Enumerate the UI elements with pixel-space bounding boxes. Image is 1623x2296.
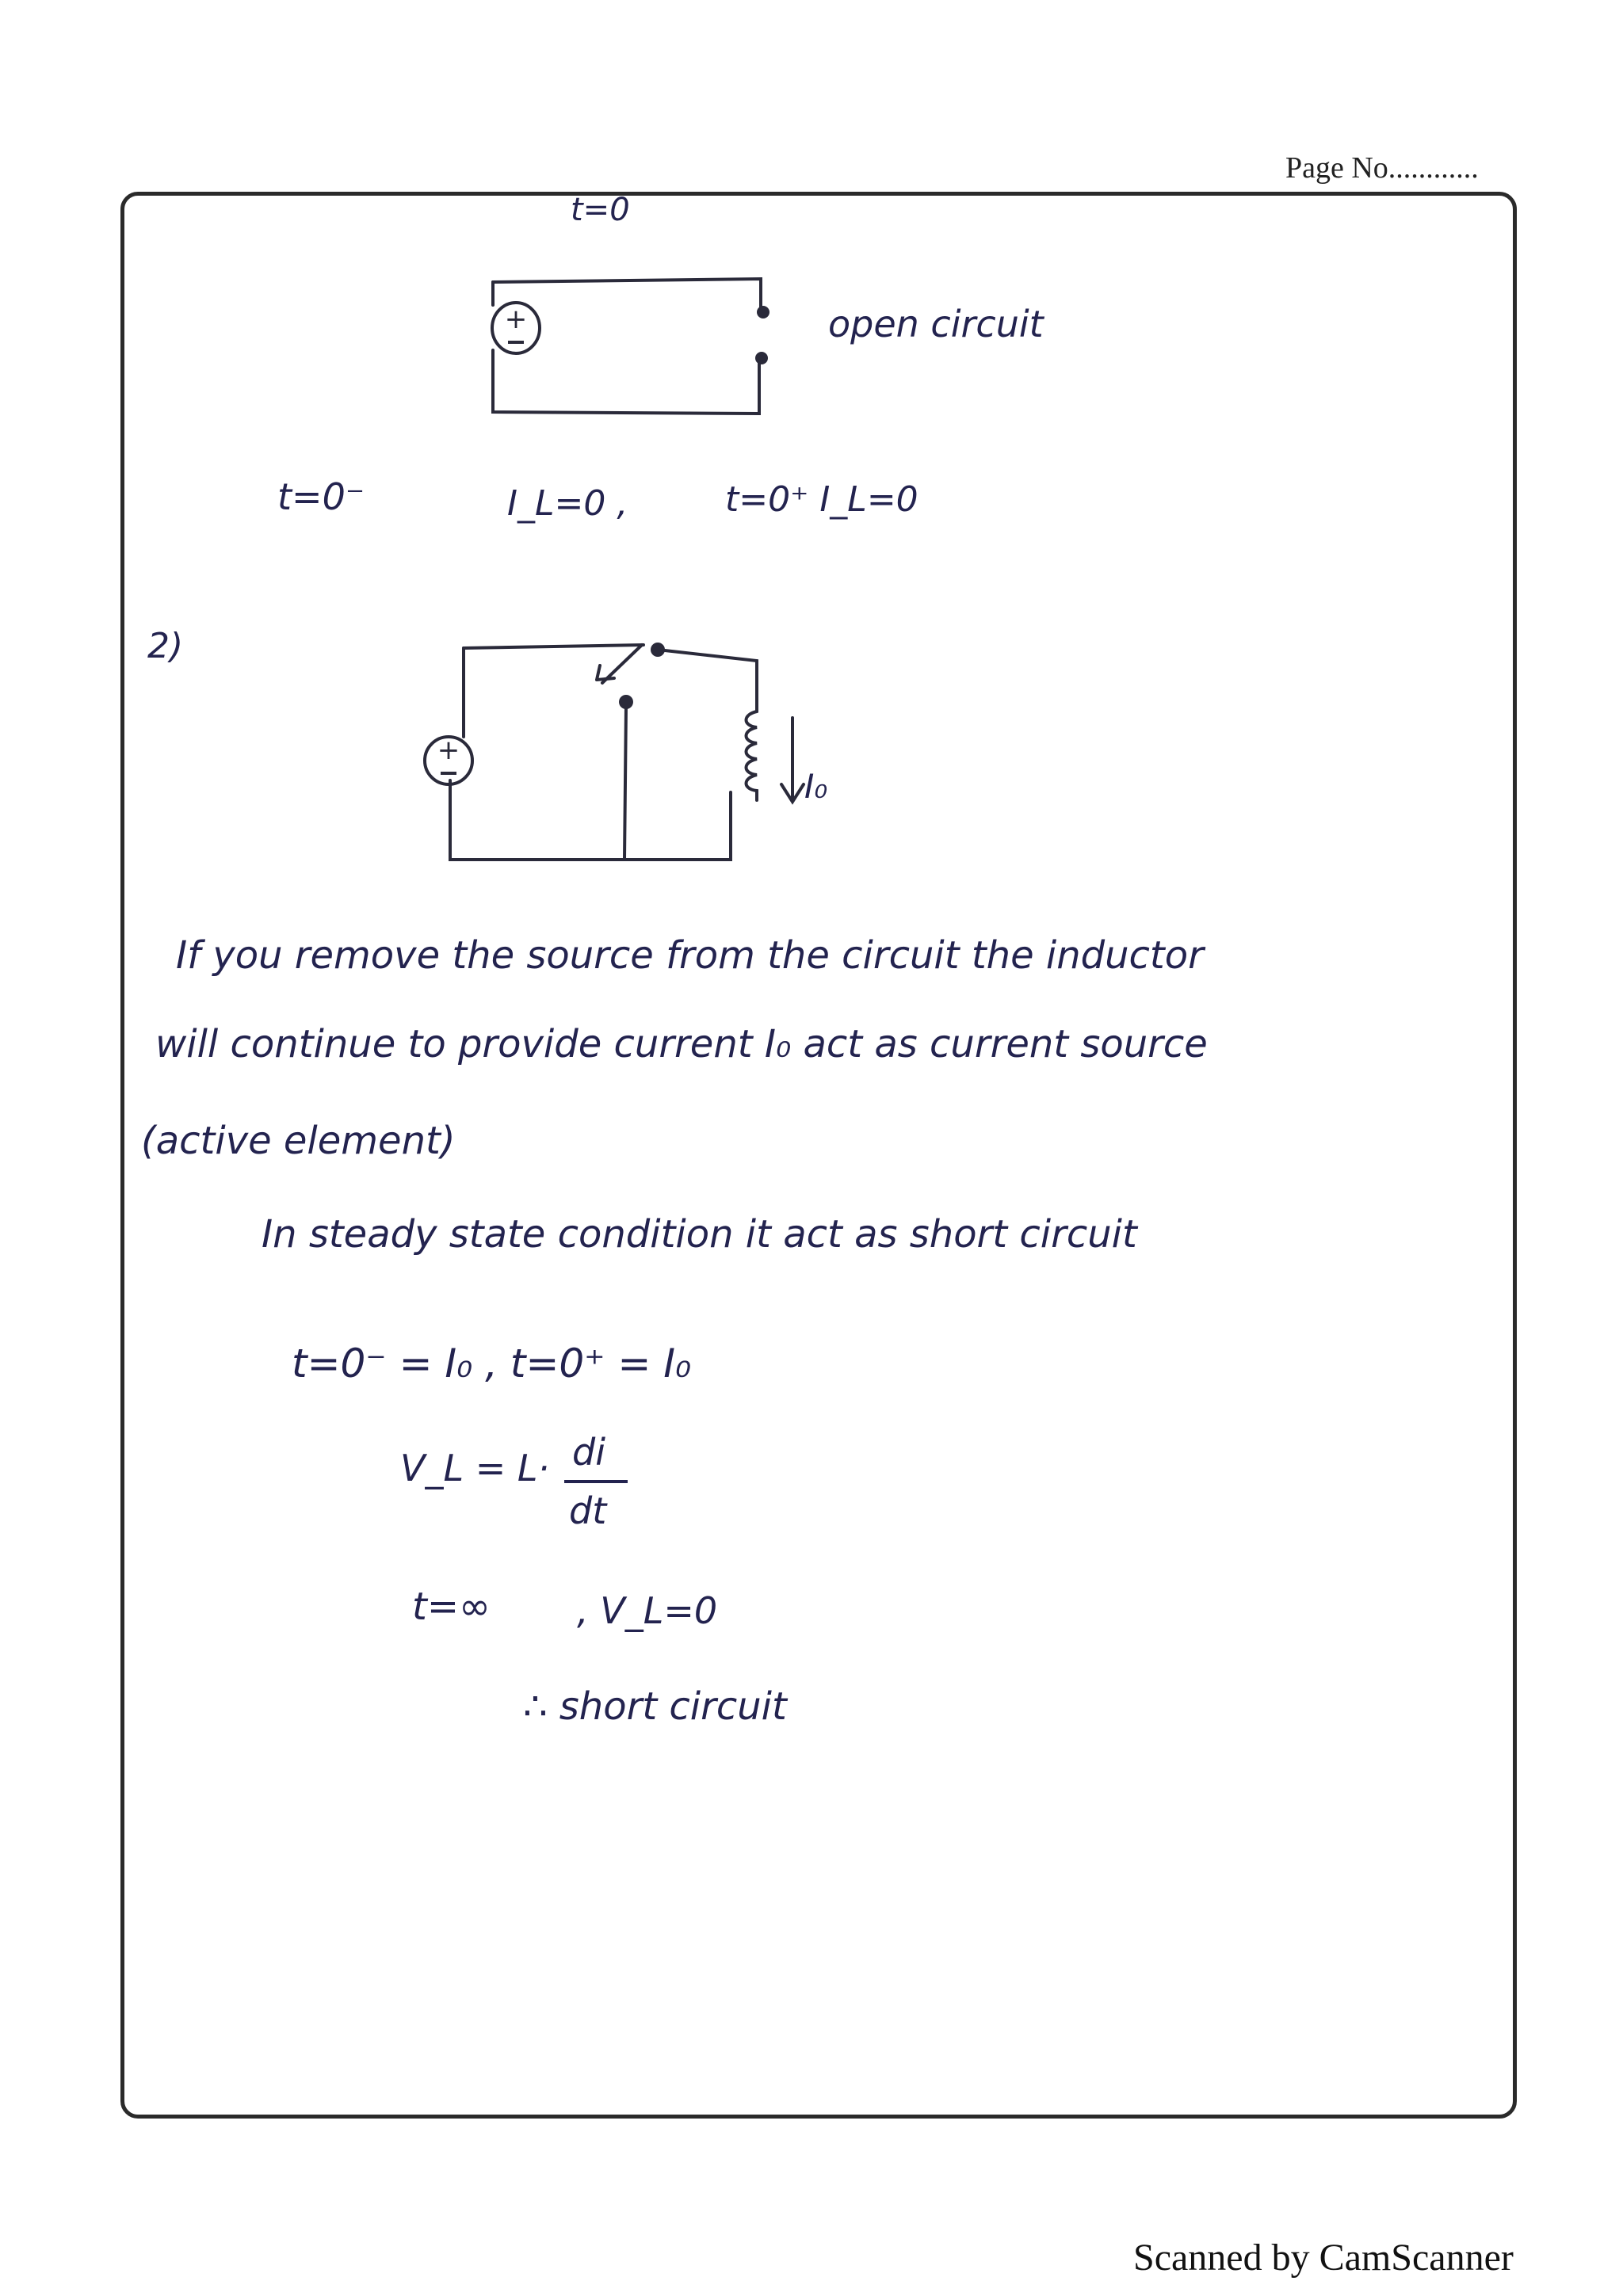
switch-label-t0: t=0 [571,192,630,228]
circuit2-plus: + [437,734,460,766]
paragraph-line-3: (active element) [141,1119,456,1163]
therefore-short-circuit: ∴ short circuit [523,1684,787,1729]
current-label-io: I₀ [804,767,828,806]
circuit1-switch-contacts [757,307,768,363]
paragraph-line-1: If you remove the source from the circuit the inductor [176,933,1204,978]
item-2-marker: 2) [147,626,184,666]
equation-t0: t=0⁻ = I₀ , t=0⁺ = I₀ [292,1341,692,1386]
vl-lhs: V_L = L· [400,1447,550,1489]
open-circuit-note: open circuit [828,303,1044,345]
circuit1-plus: + [504,303,528,335]
t-zero-minus: t=0⁻ [277,475,365,518]
t-zero-plus-il: t=0⁺ I_L=0 [725,479,918,520]
dt-denominator: dt [569,1489,607,1532]
inductor-coil [747,711,758,800]
paragraph-line-2: will continue to provide current I₀ act as current source [155,1022,1208,1066]
circuit2-switch [597,644,663,707]
steady-state-line: In steady state condition it act as short circuit [262,1212,1137,1257]
di-numerator: di [572,1431,605,1474]
fraction-bar [564,1480,628,1483]
vl-zero: , V_L=0 [577,1589,718,1632]
scanner-watermark: Scanned by CamScanner [1133,2237,1514,2279]
current-arrow [781,718,804,802]
page-number-label: Page No............ [1285,151,1479,185]
t-infinity: t=∞ [412,1585,491,1629]
circuit2-wires [450,645,757,860]
il-zero: I_L=0 , [507,483,628,524]
